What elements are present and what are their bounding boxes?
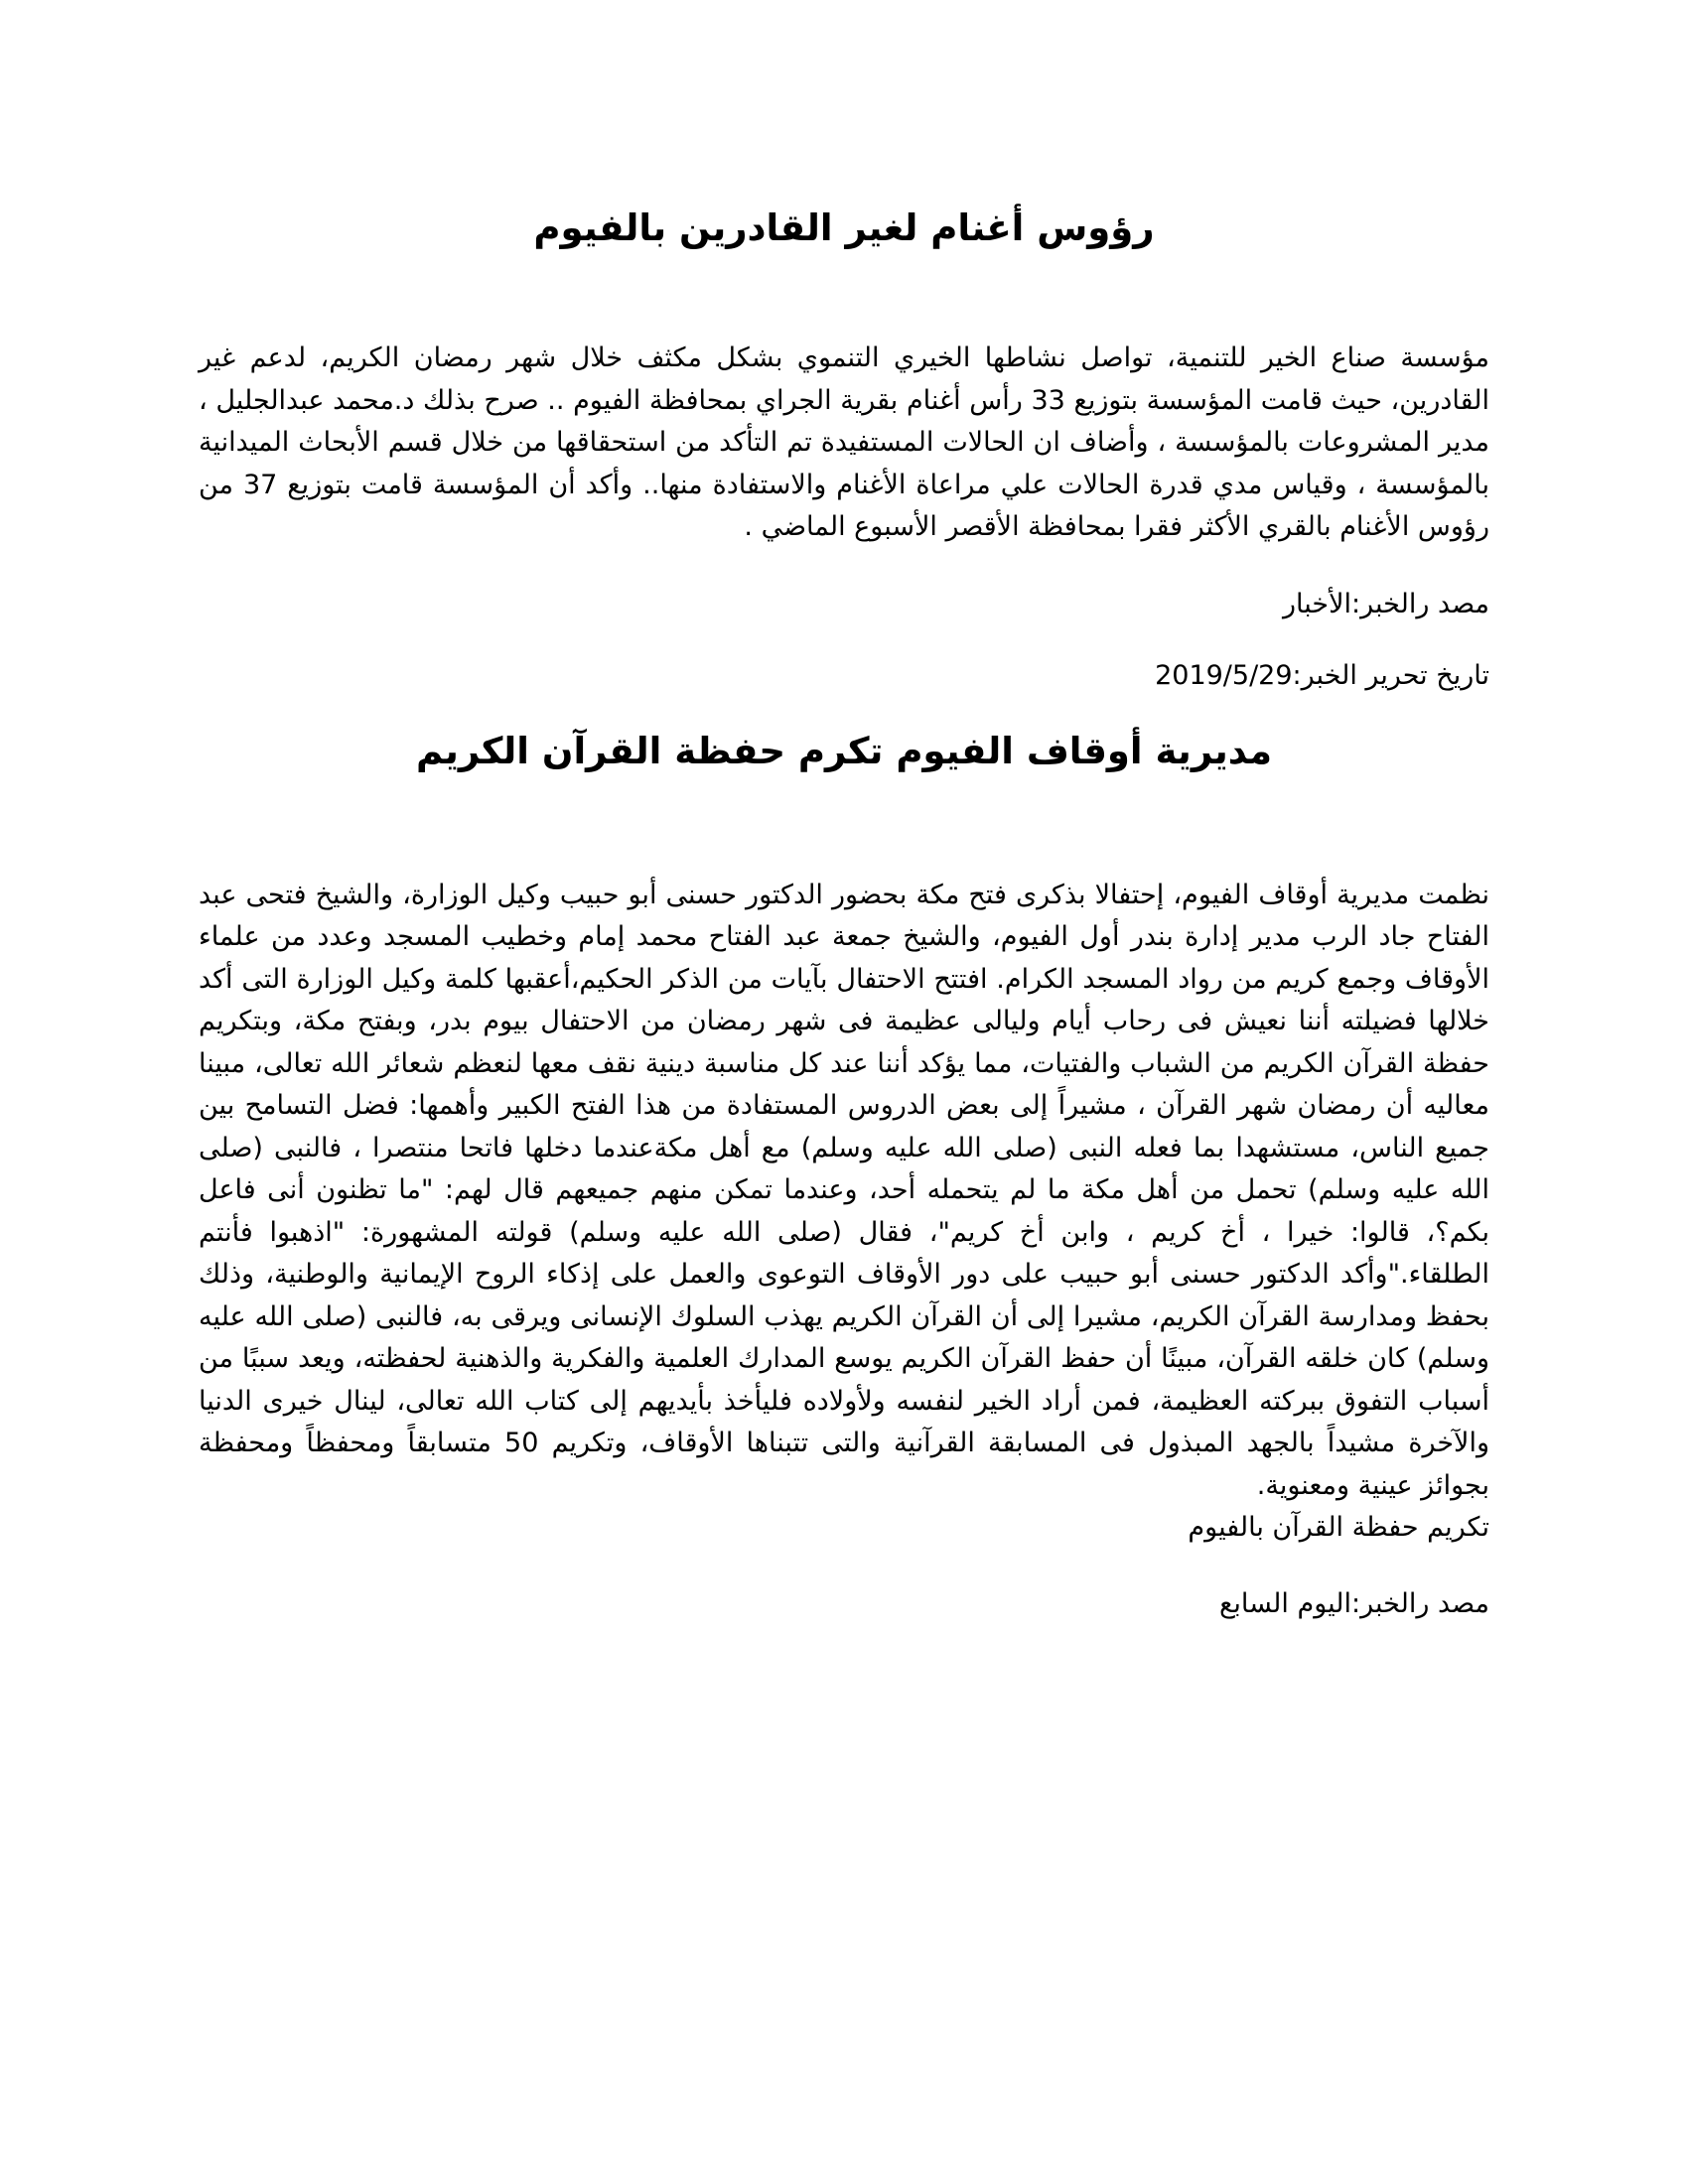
article-title: رؤوس أغنام لغير القادرين بالفيوم	[533, 206, 1155, 249]
article-quran-memorizers	[199, 722, 1489, 1625]
news-date-label: تاريخ تحرير الخبر:	[1292, 659, 1489, 691]
news-source-value: اليوم السابع	[1218, 1588, 1352, 1619]
news-date-value: 2019/5/29	[1155, 659, 1293, 691]
news-source	[199, 585, 1489, 624]
article-body: نظمت مديرية أوقاف الفيوم، إحتفالا بذكرى فتح مكة بحضور الدكتور حسنى أبو حبيب وكيل الوزارة، والشيخ فتحى عبد الفتاح جاد الرب مدير إدارة بندر أول الفيوم، والشيخ جمعة عبد الفتاح محمد إمام وخطيب المسجد وعدد من علماء الأوقاف وجمع كريم من رواد المسجد الكرام. افتتح الاحتفال بآيات من الذكر الحكيم،أعقبها كلمة وكيل الوزارة التى أكد خلالها فضيلته أننا نعيش فى رحاب أيام وليالى عظيمة فى شهر رمضان من الاحتفال بيوم بدر، وبفتح مكة، وبتكريم حفظة القرآن الكريم من الشباب والفتيات، مما يؤكد أننا عند كل مناسبة دينية نقف معها لنعظم شعائر الله تعالى، مبينا معاليه أن رمضان شهر القرآن ، مشيراً إلى بعض الدروس المستفادة من هذا الفتح الكبير وأهمها: فضل التسامح بين جميع الناس، مستشهدا بما فعله النبى (صلى الله عليه وسلم) مع أهل مكةعندما دخلها فاتحا منتصرا ، فالنبى (صلى الله عليه وسلم) تحمل من أهل مكة ما لم يتحمله أحد، وعندما تمكن منهم جميعهم قال لهم: "ما تظنون أنى فاعل بكم؟، قالوا: خيرا ، أخ كريم ، وابن أخ كريم"، فقال (صلى الله عليه وسلم) قولته المشهورة: "اذهبوا فأنتم الطلقاء."وأكد الدكتور حسنى أبو حبيب على دور الأوقاف التوعوى والعمل على إذكاء الروح الإيمانية والوطنية، وذلك بحفظ ومدارسة القرآن الكريم، مشيرا إلى أن القرآن الكريم يهذب السلوك الإنسانى ويرقى به، فالنبى (صلى الله عليه وسلم) كان خلقه القرآن، مبينًا أن حفظ القرآن الكريم يوسع المدارك العلمية والفكرية والذهنية لحفظته، ويعد سببًا من أسباب التفوق ببركته العظيمة، فمن أراد الخير لنفسه ولأولاده فليأخذ بأيديهم إلى كتاب الله تعالى، لينال خيرى الدنيا والآخرة مشيداً بالجهد المبذول فى المسابقة القرآنية والتى تتبناها الأوقاف، وتكريم 50 متسابقاً ومحفظاً ومحفظة بجوائز عينية ومعنوية.	[199, 879, 1489, 1501]
news-source-label: مصد رالخبر:	[1351, 1588, 1489, 1619]
article-title: مديرية أوقاف الفيوم تكرم حفظة القرآن الكريم	[415, 729, 1273, 772]
document-page	[199, 199, 1489, 1624]
news-source	[199, 1584, 1489, 1624]
article-body: مؤسسة صناع الخير للتنمية، تواصل نشاطها الخيري التنموي بشكل مكثف خلال شهر رمضان الكريم، لدعم غير القادرين، حيث قامت المؤسسة بتوزيع 33 رأس أغنام بقرية الجراي بمحافظة الفيوم .. صرح بذلك د.محمد عبدالجليل ، مدير المشروعات بالمؤسسة ، وأضاف ان الحالات المستفيدة تم التأكد من استحقاقها من خلال قسم الأبحاث الميدانية بالمؤسسة ، وقياس مدي قدرة الحالات علي مراعاة الأغنام والاستفادة منها.. وأكد أن المؤسسة قامت بتوزيع 37 من رؤوس الأغنام بالقري الأكثر فقرا بمحافظة الأقصر الأسبوع الماضي .	[199, 342, 1489, 542]
news-source-value: الأخبار	[1283, 588, 1352, 619]
news-source-label: مصد رالخبر:	[1351, 588, 1489, 619]
article-caption: تكريم حفظة القرآن بالفيوم	[1188, 1512, 1489, 1543]
news-date	[199, 656, 1489, 696]
article-sheep-distribution	[199, 199, 1489, 696]
